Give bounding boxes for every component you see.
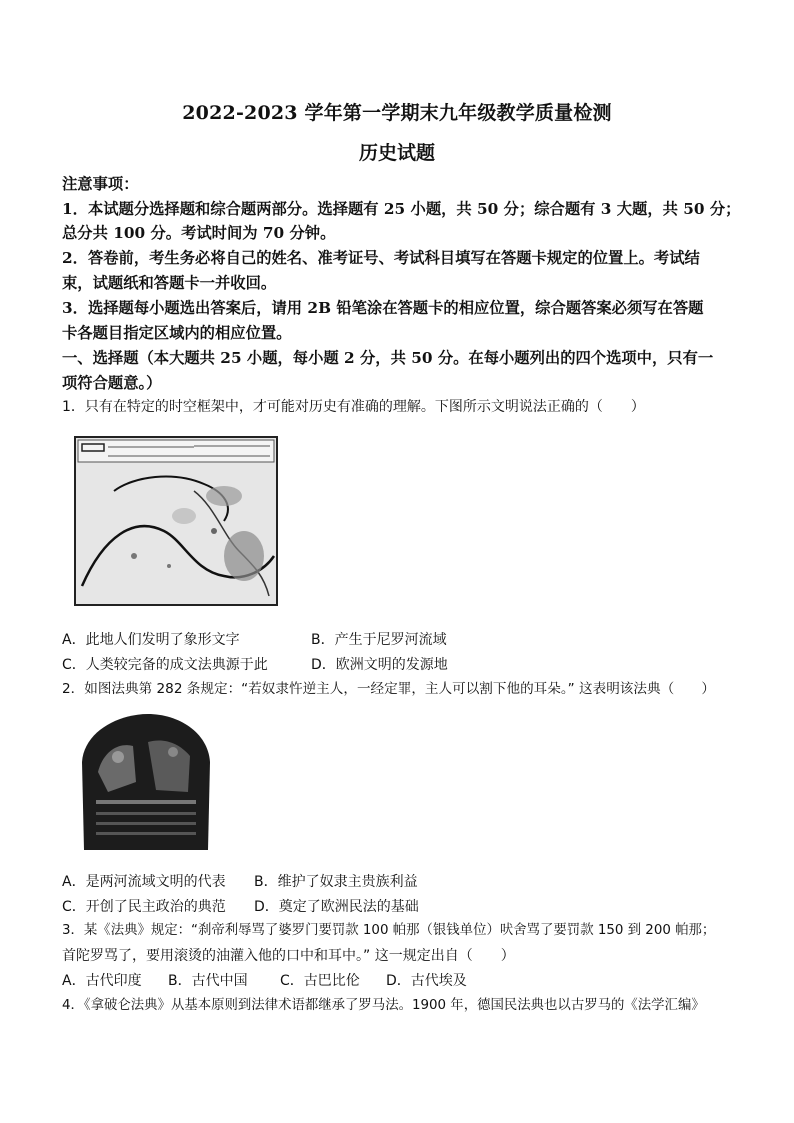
river-map-image: [74, 436, 278, 606]
notice-line-5: 3．选择题每小题选出答案后，请用 2B 铅笔涂在答题卡的相应位置，综合题答案必须写在答题: [62, 299, 704, 317]
q3-option-c: C．古巴比伦: [280, 973, 360, 989]
q1-option-b: B．产生于尼罗河流域: [311, 632, 447, 648]
q2-option-b: B．维护了奴隶主贵族利益: [254, 874, 418, 890]
q1-option-d: D．欧洲文明的发源地: [311, 657, 448, 673]
q2-option-d: D．奠定了欧洲民法的基础: [254, 899, 419, 915]
section-heading-line-2: 项符合题意。）: [62, 374, 162, 392]
q3-option-d: D．古代埃及: [386, 973, 467, 989]
q2-option-a: A．是两河流域文明的代表: [62, 874, 226, 890]
question-2-stem: 2．如图法典第 282 条规定：“若奴隶忤逆主人，一经定罪，主人可以割下他的耳朵。” 这表明该法典（ ）: [62, 681, 715, 697]
section-heading-line-1: 一、选择题（本大题共 25 小题，每小题 2 分，共 50 分。在每小题列出的四个选项中，只有一: [62, 349, 714, 367]
law-stele-image: [78, 712, 214, 852]
question-3-line-2: 首陀罗骂了，要用滚烫的油灌入他的口中和耳中。” 这一规定出自（ ）: [62, 948, 515, 964]
question-3-line-1: 3．某《法典》规定：“刹帝利辱骂了婆罗门要罚款 100 帕那（银钱单位）吠舍骂了要罚款 150 到 200 帕那；: [62, 923, 716, 938]
exam-title: 2022-2023 学年第一学期末九年级教学质量检测: [182, 102, 612, 124]
question-4-stem: 4．《拿破仑法典》从基本原则到法律术语都继承了罗马法。1900 年，德国民法典也以古罗马的《法学汇编》: [62, 998, 705, 1013]
question-1-stem: 1．只有在特定的时空框架中，才可能对历史有准确的理解。下图所示文明说法正确的（ ）: [62, 399, 645, 415]
q2-option-c: C．开创了民主政治的典范: [62, 899, 226, 915]
q3-option-a: A．古代印度: [62, 973, 142, 989]
exam-subject: 历史试题: [358, 142, 435, 164]
notice-line-1: 1．本试题分选择题和综合题两部分。选择题有 25 小题，共 50 分；综合题有 3 大题，共 50 分；: [62, 200, 741, 218]
notice-line-4: 束，试题纸和答题卡一并收回。: [62, 274, 277, 292]
q3-option-b: B．古代中国: [168, 973, 248, 989]
notice-line-3: 2．答卷前，考生务必将自己的姓名、准考证号、考试科目填写在答题卡规定的位置上。考试结: [62, 249, 700, 267]
notice-heading: 注意事项：: [62, 175, 139, 193]
q1-option-c: C．人类较完备的成文法典源于此: [62, 657, 268, 673]
notice-line-2: 总分共 100 分。考试时间为 70 分钟。: [62, 224, 336, 242]
q1-option-a: A．此地人们发明了象形文字: [62, 632, 240, 648]
notice-line-6: 卡各题目指定区域内的相应位置。: [62, 324, 292, 342]
